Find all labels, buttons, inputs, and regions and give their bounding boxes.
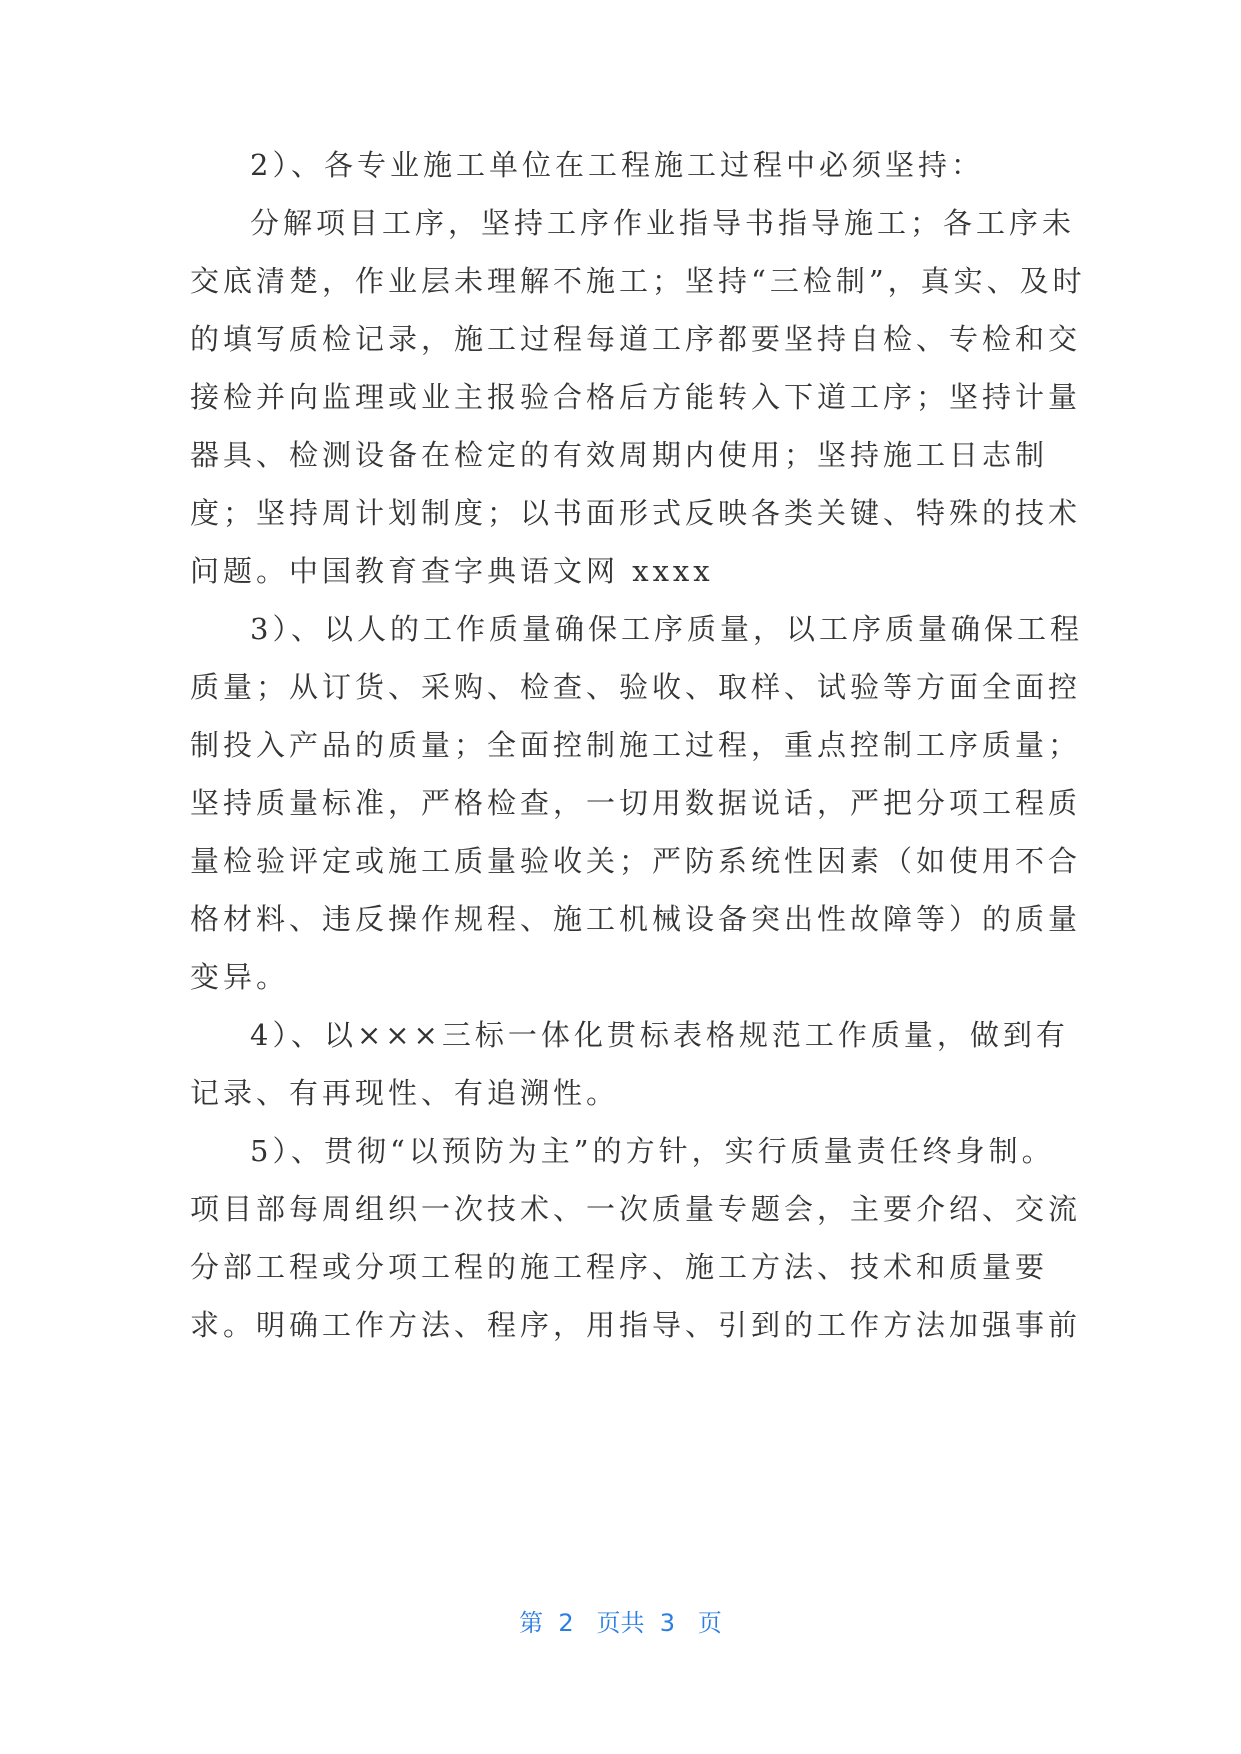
paragraph-line: 质量；从订货、采购、检查、验收、取样、试验等方面全面控 <box>190 670 1082 704</box>
paragraph-line: 2）、各专业施工单位在工程施工过程中必须坚持： <box>250 148 984 182</box>
paragraph-line: 制投入产品的质量；全面控制施工过程，重点控制工序质量； <box>190 728 1082 762</box>
paragraph-line: 项目部每周组织一次技术、一次质量专题会，主要介绍、交流 <box>190 1192 1082 1226</box>
paragraph-line: 度；坚持周计划制度；以书面形式反映各类关键、特殊的技术 <box>190 496 1082 530</box>
paragraph-line: 坚持质量标准，严格检查，一切用数据说话，严把分项工程质 <box>190 786 1082 820</box>
paragraph-line: 问题。中国教育查字典语文网 xxxx <box>190 554 714 588</box>
paragraph-line: 5）、贯彻“以预防为主”的方针，实行质量责任终身制。 <box>250 1134 1055 1168</box>
paragraph-line: 交底清楚，作业层未理解不施工；坚持“三检制”，真实、及时 <box>190 264 1086 298</box>
paragraph-line: 3）、以人的工作质量确保工序质量，以工序质量确保工程 <box>250 612 1083 646</box>
paragraph-line: 变异。 <box>190 960 290 994</box>
paragraph-line: 器具、检测设备在检定的有效周期内使用；坚持施工日志制 <box>190 438 1049 472</box>
paragraph-line: 格材料、违反操作规程、施工机械设备突出性故障等）的质量 <box>190 902 1082 936</box>
paragraph-line: 记录、有再现性、有追溯性。 <box>190 1076 620 1110</box>
paragraph-line: 4）、以×××三标一体化贯标表格规范工作质量，做到有 <box>250 1018 1069 1052</box>
paragraph-line: 分解项目工序，坚持工序作业指导书指导施工；各工序未 <box>250 206 1076 240</box>
paragraph-line: 量检验评定或施工质量验收关；严防系统性因素（如使用不合 <box>190 844 1082 878</box>
page-number-footer: 第 2 页共 3 页 <box>519 1609 722 1637</box>
paragraph-line: 求。明确工作方法、程序，用指导、引到的工作方法加强事前 <box>190 1308 1082 1342</box>
paragraph-line: 的填写质检记录，施工过程每道工序都要坚持自检、专检和交 <box>190 322 1082 356</box>
paragraph-line: 接检并向监理或业主报验合格后方能转入下道工序；坚持计量 <box>190 380 1082 414</box>
paragraph-line: 分部工程或分项工程的施工程序、施工方法、技术和质量要 <box>190 1250 1049 1284</box>
